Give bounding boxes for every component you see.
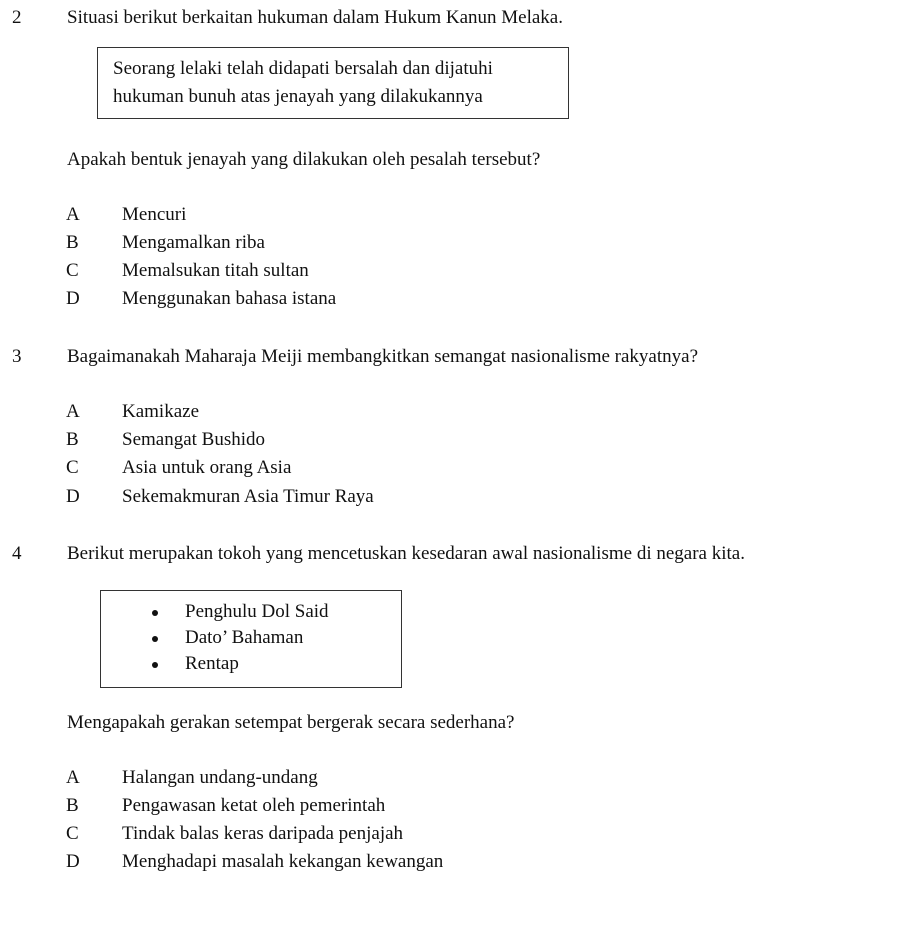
option-letter: B — [66, 795, 79, 816]
option-letter: D — [66, 486, 80, 507]
question-number: 2 — [12, 7, 22, 28]
option-text: Menggunakan bahasa istana — [122, 288, 337, 309]
figures-box — [100, 590, 402, 688]
figure-name: Penghulu Dol Said — [185, 601, 329, 622]
option-text: Sekemakmuran Asia Timur Raya — [122, 486, 374, 507]
question-stem: Berikut merupakan tokoh yang mencetuskan kesedaran awal nasionalisme di negara kita. — [67, 543, 745, 564]
option-letter: A — [66, 204, 80, 225]
option-letter: A — [66, 401, 80, 422]
option-letter: A — [66, 767, 80, 788]
option-text: Menghadapi masalah kekangan kewangan — [122, 851, 444, 872]
option-text: Asia untuk orang Asia — [122, 457, 292, 478]
bullet-icon — [152, 636, 158, 642]
question-prompt: Mengapakah gerakan setempat bergerak secara sederhana? — [67, 712, 515, 733]
question-number: 4 — [12, 543, 22, 564]
option-text: Mengamalkan riba — [122, 232, 265, 253]
bullet-icon — [152, 662, 158, 668]
question-stem: Bagaimanakah Maharaja Meiji membangkitkan semangat nasionalisme rakyatnya? — [67, 346, 698, 367]
option-letter: C — [66, 457, 79, 478]
option-letter: C — [66, 823, 79, 844]
option-letter: B — [66, 429, 79, 450]
option-letter: D — [66, 851, 80, 872]
question-stem: Situasi berikut berkaitan hukuman dalam Hukum Kanun Melaka. — [67, 7, 563, 28]
option-text: Halangan undang-undang — [122, 767, 318, 788]
option-text: Kamikaze — [122, 401, 200, 422]
option-text: Tindak balas keras daripada penjajah — [122, 823, 404, 844]
option-text: Mencuri — [122, 204, 187, 225]
figure-name: Dato’ Bahaman — [185, 627, 304, 648]
question-prompt: Apakah bentuk jenayah yang dilakukan oleh pesalah tersebut? — [67, 149, 541, 170]
bullet-icon — [152, 610, 158, 616]
option-text: Semangat Bushido — [122, 429, 266, 450]
option-text: Pengawasan ketat oleh pemerintah — [122, 795, 386, 816]
option-letter: D — [66, 288, 80, 309]
option-letter: C — [66, 260, 79, 281]
situation-line: hukuman bunuh atas jenayah yang dilakukannya — [113, 86, 483, 107]
option-letter: B — [66, 232, 79, 253]
question-number: 3 — [12, 346, 22, 367]
situation-box — [97, 47, 569, 119]
figure-name: Rentap — [185, 653, 239, 674]
option-text: Memalsukan titah sultan — [122, 260, 309, 281]
situation-line: Seorang lelaki telah didapati bersalah dan dijatuhi — [113, 58, 493, 79]
